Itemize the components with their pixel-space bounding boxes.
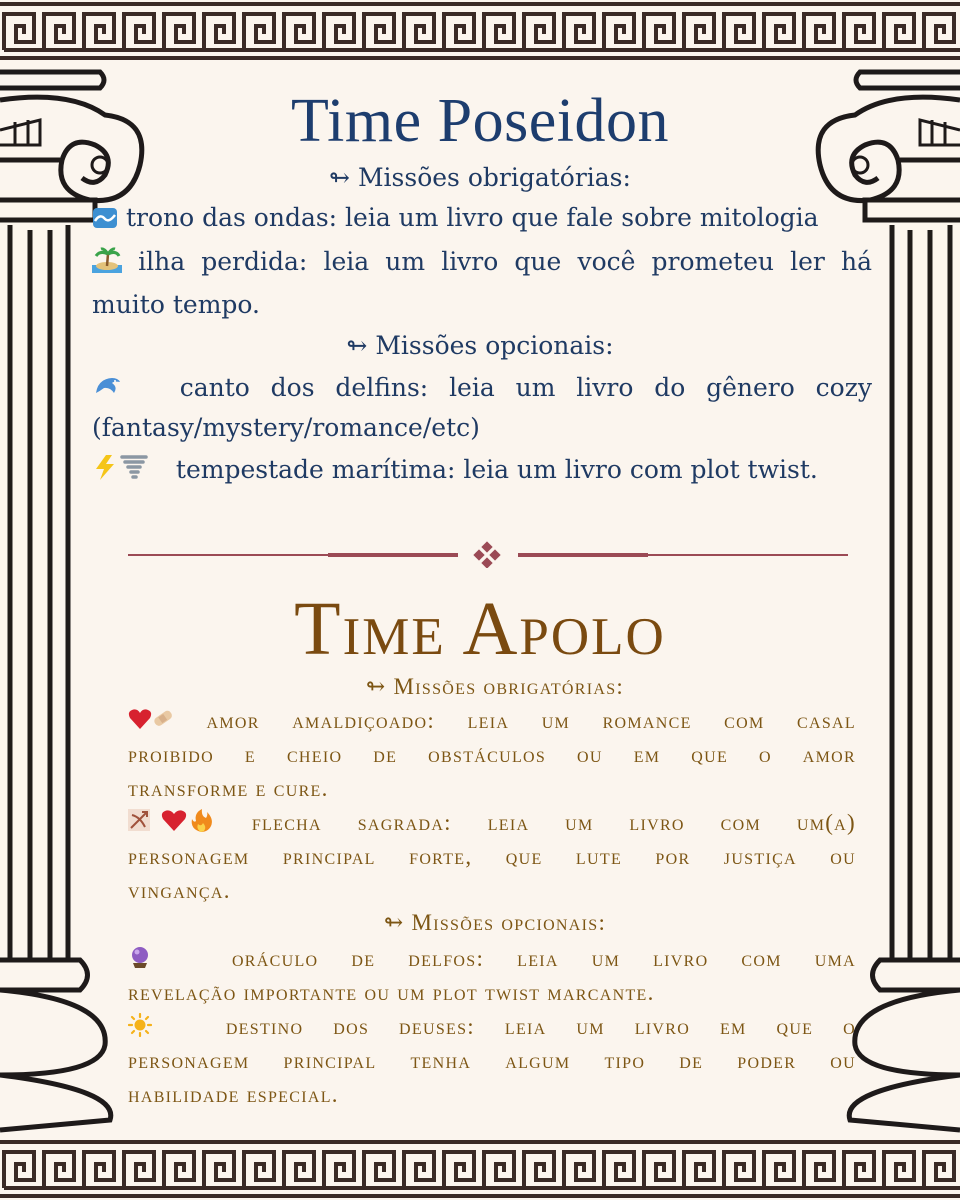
mission-text: destino dos deuses: leia um livro em que o	[225, 1014, 856, 1039]
mission-text: oráculo de delfos: leia um livro com uma	[231, 946, 856, 971]
poseidon-mission-ilha-line2: muito tempo.	[92, 290, 260, 319]
apolo-mission-flecha-line2: personagem principal forte, que lute por justiça ou	[128, 844, 856, 869]
greek-key-border-bottom	[0, 1138, 960, 1200]
ornamental-divider	[128, 540, 848, 568]
desert-island-icon	[92, 247, 122, 283]
apolo-mission-destino-line3: habilidade especial.	[128, 1082, 339, 1107]
mission-text: amor amaldiçoado: leia um romance com casal	[206, 708, 856, 733]
apolo-optional-heading: ↬ Missões opcionais:	[383, 910, 607, 935]
apolo-mission-flecha-line1	[128, 806, 856, 843]
mission-text: ilha perdida: leia um livro que você prometeu ler há	[138, 247, 872, 276]
mission-text: flecha sagrada: leia um livro com um(a)	[251, 810, 856, 835]
mission-text: trono das ondas: leia um livro que fale sobre mitologia	[125, 203, 819, 232]
poseidon-title: Time Poseidon	[290, 87, 669, 155]
poseidon-mission-tempestade	[92, 452, 872, 491]
poseidon-mission-canto-line2: (fantasy/mystery/romance/etc)	[92, 413, 480, 442]
poseidon-optional-heading: ↬ Missões opcionais:	[346, 331, 614, 360]
poseidon-mission-canto-line1	[92, 370, 872, 409]
mission-text: canto dos delfins: leia um livro do gênero cozy	[179, 373, 873, 402]
wave-icon	[92, 203, 118, 239]
apolo-mission-oraculo-line1	[128, 942, 856, 979]
apolo-title: Time Apolo	[294, 587, 666, 671]
lightning-tornado-icon	[92, 453, 148, 491]
greek-key-border-top	[0, 0, 960, 62]
apolo-mission-destino-line1	[128, 1010, 856, 1047]
apolo-mission-amor-line3: transforme e cure.	[128, 776, 329, 801]
mission-text: tempestade marítima: leia um livro com plot twist.	[175, 455, 818, 484]
poseidon-mandatory-heading: ↬ Missões obrigatórias:	[329, 163, 631, 192]
apolo-mission-oraculo-line2: revelação importante ou um plot twist marcante.	[128, 980, 655, 1005]
bow-heart-fire-icon	[128, 807, 216, 843]
heart-bandage-icon	[128, 707, 174, 741]
apolo-mission-flecha-line3: vingança.	[128, 878, 231, 903]
apolo-mission-amor-line2: proibido e cheio de obstáculos ou em que o amor	[128, 742, 856, 767]
dolphin-icon	[92, 373, 122, 409]
poseidon-mission-trono	[92, 200, 872, 239]
apolo-mandatory-heading: ↬ Missões obrigatórias:	[365, 674, 625, 699]
crystal-ball-icon	[128, 945, 152, 979]
sun-icon	[128, 1013, 152, 1047]
apolo-mission-destino-line2: personagem principal tenha algum tipo de poder ou	[128, 1048, 856, 1073]
apolo-mission-amor-line1	[128, 704, 856, 741]
poseidon-mission-ilha-line1	[92, 244, 872, 283]
